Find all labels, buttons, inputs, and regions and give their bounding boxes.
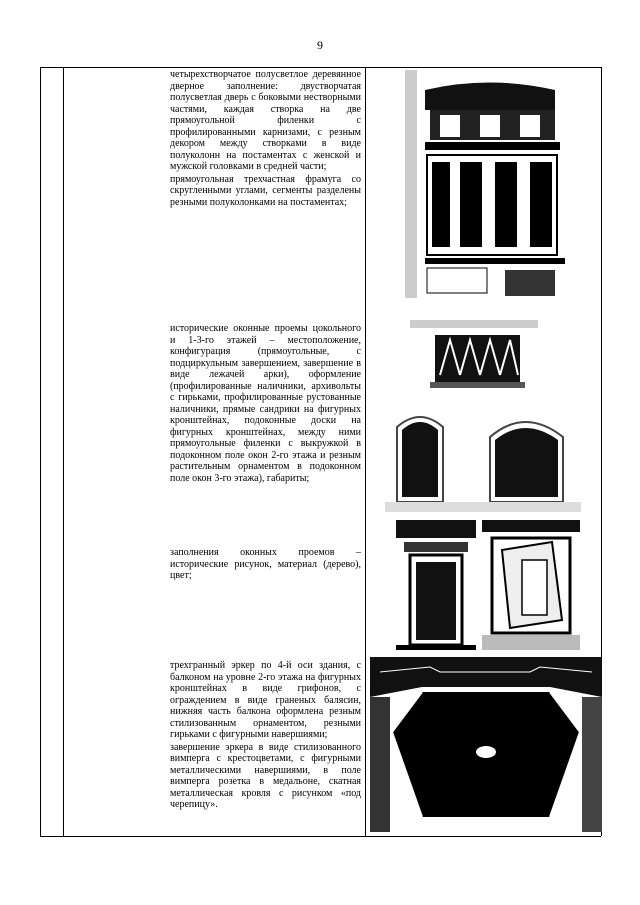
table-border-left bbox=[40, 67, 41, 836]
table-column-divider bbox=[63, 67, 64, 836]
section-door-text bbox=[170, 69, 361, 209]
paragraph: исторические оконные проемы цокольного и 1-3-го этажей – местоположение, конфигурация (прямоугольные, с подциркульным завершением, завершение в виде лежачей арки), оформление (профилированные наличники, архивольты с гирьками, профилированные рустованные наличники, прямые сандрики на фигурных кронштейнах, подоконные доски на фигурных кронштейнах, между ними прямоугольные филенки с выкружкой в подоконном поле окон 2-го этажа и резным растительным орнаментом в подоконном поле окон 3-го этажа), габариты; bbox=[170, 323, 361, 484]
section-windows-text bbox=[170, 323, 361, 485]
window-frame-photo bbox=[396, 520, 476, 650]
table-border-top bbox=[40, 67, 601, 68]
table-border-bottom bbox=[40, 836, 601, 837]
table-column-divider bbox=[365, 67, 366, 836]
page-number: 9 bbox=[317, 38, 323, 52]
section-bay-window-text bbox=[170, 660, 361, 812]
bay-window-underside-photo bbox=[370, 657, 602, 832]
section-window-fill-text bbox=[170, 547, 361, 583]
paragraph: четырехстворчатое полусветлое деревянное дверное заполнение: двустворчатая полусветлая дверь с боковыми нестворными частями, каждая створка на две прямоугольной филенки с профилированными карнизами, с резным декором между створками в виде полуколонн на постаментах с женской и мужской головками в средней части; bbox=[170, 69, 361, 172]
paragraph: прямоугольная трехчастная фрамуга со скругленными углами, сегменты разделены резными полуколонками на постаментах; bbox=[170, 173, 361, 208]
paragraph: завершение эркера в виде стилизованного вимперга с крестоцветами, с фигурными металлическими навершиями, в поле вимперга розетка в медальоне, скатная металлическая кровля с рисунком «под черепицу». bbox=[170, 741, 361, 810]
open-window-photo bbox=[482, 520, 580, 650]
paragraph: трехгранный эркер по 4-й оси здания, с балконом на уровне 2-го этажа на фигурных кронштейнах в виде грифонов, с ограждением в виде граненых балясин, нижняя часть балкона оформлена резным стилизованным орнаментом, резными гирьками с фигурными навершиями; bbox=[170, 660, 361, 740]
arched-windows-photo bbox=[385, 402, 581, 512]
basement-window-grille-photo bbox=[410, 320, 538, 395]
paragraph: заполнения оконных проемов – исторические рисунок, материал (дерево), цвет; bbox=[170, 547, 361, 581]
door-facade-photo bbox=[405, 70, 572, 298]
